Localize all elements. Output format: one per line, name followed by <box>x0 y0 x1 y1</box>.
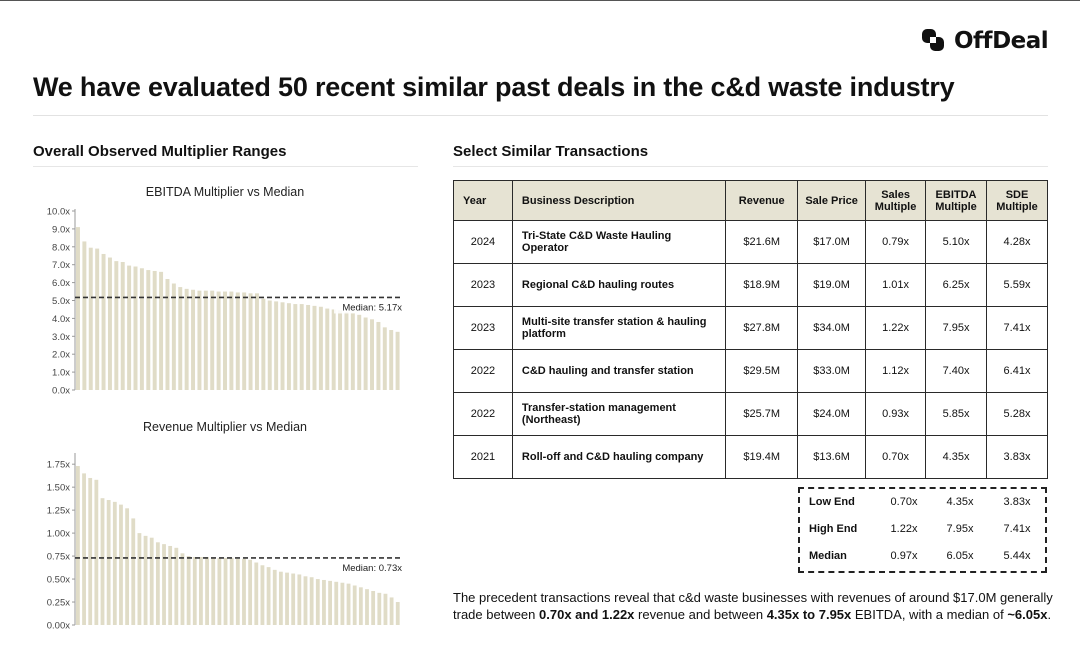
bar <box>347 584 351 625</box>
summary-ebitda: 4.35x <box>946 496 974 508</box>
table-row <box>454 436 1048 479</box>
bar <box>76 466 80 625</box>
bar <box>156 542 160 625</box>
cell-ebitda-multiple: 7.95x <box>926 307 987 350</box>
bar <box>185 289 189 390</box>
bar <box>389 330 393 390</box>
bar <box>319 307 323 390</box>
chart-title: Revenue Multiplier vs Median <box>143 420 307 434</box>
similar-transactions-table <box>453 180 1048 479</box>
bar <box>334 582 338 625</box>
ebitda-multiplier-chart <box>0 178 420 398</box>
page-title: We have evaluated 50 recent similar past deals in the c&d waste industry <box>33 72 955 102</box>
summary-row-median <box>800 550 1045 570</box>
summary-row-high <box>800 523 1045 543</box>
bar <box>279 572 283 625</box>
bar <box>255 293 259 390</box>
bar <box>134 266 138 390</box>
cell-ebitda-multiple: 5.85x <box>926 393 987 436</box>
y-tick-label: 0.50x <box>46 574 70 586</box>
bar <box>248 560 252 625</box>
bar <box>293 304 297 390</box>
bar <box>162 544 166 625</box>
y-tick-label: 10.0x <box>46 206 70 218</box>
bar <box>322 580 326 625</box>
bar <box>287 303 291 390</box>
bar <box>94 480 98 625</box>
bar <box>306 305 310 390</box>
bar <box>199 557 203 625</box>
header-ebitda-multiple: EBITDA Multiple <box>926 181 987 221</box>
bar <box>365 589 369 625</box>
y-tick-label: 1.00x <box>46 528 70 540</box>
bar <box>268 301 272 391</box>
revenue-multiplier-chart <box>0 413 420 635</box>
header-year: Year <box>454 181 513 221</box>
cell-ebitda-multiple: 4.35x <box>926 436 987 479</box>
y-tick-label: 1.50x <box>46 482 70 494</box>
bar <box>390 597 394 625</box>
cell-ebitda-multiple: 7.40x <box>926 350 987 393</box>
bar <box>310 577 314 625</box>
table-row <box>454 350 1048 393</box>
bar <box>300 304 304 390</box>
top-border <box>0 0 1080 1</box>
bar <box>370 319 374 390</box>
bar <box>113 502 117 625</box>
bar <box>127 266 131 390</box>
bar <box>210 291 214 390</box>
bar <box>205 557 209 625</box>
bar <box>172 284 176 391</box>
cell-sales-multiple: 1.12x <box>866 350 926 393</box>
bar <box>267 567 271 625</box>
summary-sales: 1.22x <box>890 523 918 535</box>
bar <box>217 292 221 390</box>
summary-sde: 7.41x <box>1003 523 1031 535</box>
cell-description: Tri-State C&D Waste Hauling Operator <box>512 221 725 264</box>
cell-sales-multiple: 1.22x <box>866 307 926 350</box>
y-tick-label: 1.0x <box>52 367 70 379</box>
y-tick-label: 2.0x <box>52 349 70 361</box>
bar <box>236 559 240 625</box>
bar <box>144 536 148 625</box>
cell-sale-price: $19.0M <box>798 264 866 307</box>
bar <box>291 574 295 625</box>
cell-sale-price: $33.0M <box>798 350 866 393</box>
bar <box>89 248 93 390</box>
cell-description: Roll-off and C&D hauling company <box>512 436 725 479</box>
bar <box>351 313 355 390</box>
bar <box>338 310 342 390</box>
cell-sales-multiple: 0.70x <box>866 436 926 479</box>
summary-label: Low End <box>809 496 855 508</box>
bar <box>217 558 221 625</box>
table-row <box>454 393 1048 436</box>
bar <box>108 258 112 390</box>
bar <box>197 291 201 390</box>
bar <box>165 279 169 390</box>
table-row <box>454 264 1048 307</box>
bar <box>340 583 344 625</box>
cell-sales-multiple: 0.93x <box>866 393 926 436</box>
bar <box>153 271 157 390</box>
left-section-heading: Overall Observed Multiplier Ranges <box>33 143 287 160</box>
bar <box>150 538 154 625</box>
y-tick-label: 0.75x <box>46 551 70 563</box>
cell-revenue: $25.7M <box>726 393 798 436</box>
bar <box>174 548 178 625</box>
cell-sde-multiple: 5.28x <box>987 393 1048 436</box>
conclusion-ebitda-range: 4.35x to 7.95x <box>766 607 852 622</box>
cell-sde-multiple: 3.83x <box>987 436 1048 479</box>
bar <box>396 602 400 625</box>
bar <box>181 553 185 625</box>
chart-title: EBITDA Multiplier vs Median <box>145 185 305 199</box>
bar <box>101 498 105 625</box>
bar <box>211 558 215 625</box>
bar <box>178 287 182 390</box>
bar <box>107 500 111 625</box>
table-row <box>454 307 1048 350</box>
cell-sales-multiple: 1.01x <box>866 264 926 307</box>
cell-sales-multiple: 0.79x <box>866 221 926 264</box>
cell-year: 2023 <box>454 264 513 307</box>
bar <box>249 293 253 390</box>
cell-revenue: $18.9M <box>726 264 798 307</box>
cell-ebitda-multiple: 5.10x <box>926 221 987 264</box>
bar <box>325 309 329 390</box>
y-tick-label: 1.25x <box>46 505 70 517</box>
bar <box>236 292 240 390</box>
bar <box>297 574 301 625</box>
bar <box>304 576 308 625</box>
bar <box>82 241 86 390</box>
bar <box>229 292 233 390</box>
bar <box>193 557 197 625</box>
header-business-description: Business Description <box>512 181 725 221</box>
cell-revenue: $21.6M <box>726 221 798 264</box>
conclusion-part2: revenue and between <box>634 607 767 622</box>
table-row <box>454 221 1048 264</box>
y-tick-label: 4.0x <box>52 313 70 325</box>
cell-description: C&D hauling and transfer station <box>512 350 725 393</box>
cell-revenue: $27.8M <box>726 307 798 350</box>
bar <box>396 332 400 390</box>
bar <box>138 533 142 625</box>
bar <box>191 290 195 390</box>
bar <box>121 262 125 390</box>
y-tick-label: 1.75x <box>46 459 70 471</box>
bar <box>359 587 363 625</box>
brand-logo <box>920 24 1048 58</box>
summary-range-box <box>798 487 1047 573</box>
bar <box>119 505 123 625</box>
bar <box>273 570 277 625</box>
bar <box>377 593 381 625</box>
header-sales-multiple: Sales Multiple <box>866 181 926 221</box>
bar <box>140 268 144 390</box>
cell-sale-price: $24.0M <box>798 393 866 436</box>
bar <box>316 579 320 625</box>
y-tick-label: 7.0x <box>52 260 70 272</box>
cell-year: 2022 <box>454 350 513 393</box>
bar <box>376 322 380 390</box>
y-tick-label: 3.0x <box>52 331 70 343</box>
bar <box>344 312 348 390</box>
bar <box>224 558 228 625</box>
conclusion-part1: The precedent transactions reveal that c&d waste businesses with revenues of around $17.0M generally trade between <box>453 590 1053 622</box>
summary-label: High End <box>809 523 858 535</box>
right-section-heading: Select Similar Transactions <box>453 143 649 160</box>
header-sale-price: Sale Price <box>798 181 866 221</box>
cell-sde-multiple: 4.28x <box>987 221 1048 264</box>
bar <box>353 585 357 625</box>
bar <box>146 270 150 390</box>
cell-sde-multiple: 5.59x <box>987 264 1048 307</box>
bar <box>261 299 265 390</box>
conclusion-text <box>453 589 1053 623</box>
cell-description: Regional C&D hauling routes <box>512 264 725 307</box>
cell-revenue: $19.4M <box>726 436 798 479</box>
summary-ebitda: 7.95x <box>946 523 974 535</box>
bar <box>102 254 106 390</box>
y-tick-label: 5.0x <box>52 296 70 307</box>
bar <box>371 591 375 625</box>
y-tick-label: 0.25x <box>46 597 70 609</box>
bar <box>364 318 368 391</box>
conclusion-revenue-range: 0.70x and 1.22x <box>539 607 635 622</box>
cell-sde-multiple: 6.41x <box>987 350 1048 393</box>
header-sde-multiple: SDE Multiple <box>987 181 1048 221</box>
cell-year: 2021 <box>454 436 513 479</box>
bar <box>274 301 278 390</box>
bar <box>383 327 387 390</box>
table-header-row <box>454 181 1048 221</box>
bar <box>242 559 246 625</box>
y-tick-label: 0.00x <box>46 620 70 632</box>
bar <box>76 227 80 390</box>
cell-sale-price: $17.0M <box>798 221 866 264</box>
bar <box>328 581 332 625</box>
header-revenue: Revenue <box>726 181 798 221</box>
summary-sales: 0.70x <box>890 496 918 508</box>
bar <box>357 315 361 390</box>
cell-sale-price: $13.6M <box>798 436 866 479</box>
bar <box>82 473 86 625</box>
bar <box>131 518 135 625</box>
bar <box>332 309 336 390</box>
summary-row-low <box>800 496 1045 516</box>
bar <box>95 249 99 390</box>
cell-ebitda-multiple: 6.25x <box>926 264 987 307</box>
conclusion-part4: . <box>1047 607 1052 622</box>
median-label: Median: 0.73x <box>342 562 402 574</box>
summary-sales: 0.97x <box>890 550 918 562</box>
cell-sale-price: $34.0M <box>798 307 866 350</box>
bar <box>88 478 92 625</box>
bar <box>125 508 129 625</box>
summary-label: Median <box>809 550 847 562</box>
y-tick-label: 8.0x <box>52 242 70 254</box>
summary-ebitda: 6.05x <box>946 550 974 562</box>
summary-sde: 3.83x <box>1003 496 1031 508</box>
cell-description: Transfer-station management (Northeast) <box>512 393 725 436</box>
summary-sde: 5.44x <box>1003 550 1031 562</box>
y-tick-label: 9.0x <box>52 224 70 236</box>
bar <box>204 291 208 390</box>
bar <box>114 261 118 390</box>
conclusion-median: ~6.05x <box>1007 607 1048 622</box>
bar <box>285 573 289 625</box>
bar <box>254 563 258 625</box>
bar <box>384 594 388 625</box>
bar <box>223 292 227 390</box>
median-label: Median: 5.17x <box>342 302 402 314</box>
cell-description: Multi-site transfer station & hauling platform <box>512 307 725 350</box>
y-tick-label: 0.0x <box>52 385 70 397</box>
cell-year: 2022 <box>454 393 513 436</box>
bar <box>281 302 285 390</box>
offdeal-logo-icon <box>920 27 948 55</box>
bar <box>313 306 317 390</box>
left-section-divider <box>33 166 418 167</box>
bar <box>242 292 246 390</box>
bar <box>261 565 265 625</box>
cell-year: 2024 <box>454 221 513 264</box>
bar <box>187 556 191 625</box>
cell-revenue: $29.5M <box>726 350 798 393</box>
cell-year: 2023 <box>454 307 513 350</box>
right-section-divider <box>453 166 1048 167</box>
conclusion-part3: EBITDA, with a median of <box>851 607 1008 622</box>
y-tick-label: 6.0x <box>52 278 70 290</box>
title-divider <box>33 115 1048 116</box>
bar <box>230 558 234 625</box>
brand-name: OffDeal <box>954 28 1049 54</box>
bar <box>159 272 163 390</box>
cell-sde-multiple: 7.41x <box>987 307 1048 350</box>
